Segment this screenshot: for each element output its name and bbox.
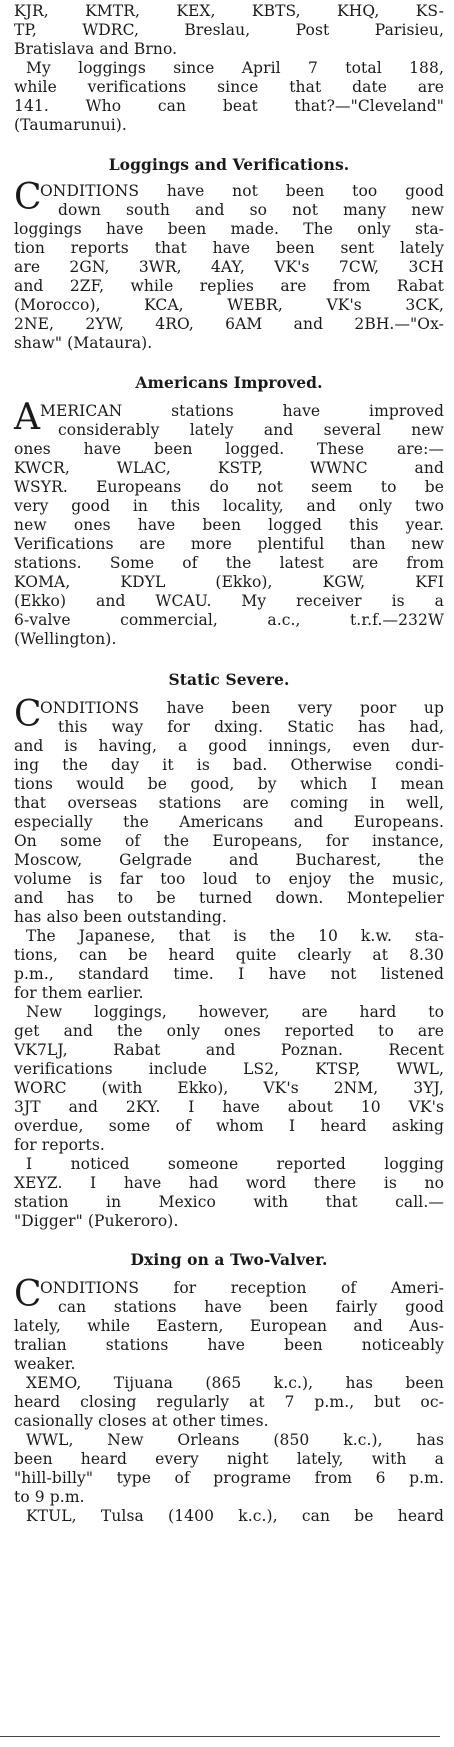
text-line: WORC (with Ekko), VK's 2NM, 3YJ,: [14, 1079, 444, 1097]
text-line: been heard every night lately, with a: [14, 1450, 444, 1468]
section-heading: Americans Improved.: [135, 373, 323, 392]
text-line: considerably lately and several new: [58, 421, 444, 439]
text-line: XEMO, Tijuana (865 k.c.), has been: [26, 1374, 444, 1392]
text-line: to 9 p.m.: [14, 1488, 85, 1506]
drop-cap: C: [14, 1274, 42, 1315]
text-line: My loggings since April 7 total 188,: [26, 59, 444, 77]
text-line: while verifications since that date are: [14, 78, 444, 96]
text-line: overdue, some of whom I heard asking: [14, 1117, 444, 1135]
text-line: new ones have been logged this year.: [14, 516, 444, 534]
text-line: tion reports that have been sent lately: [14, 239, 444, 257]
text-line: XEYZ. I have had word there is no: [14, 1174, 444, 1192]
text-line: KTUL, Tulsa (1400 k.c.), can be heard: [26, 1507, 444, 1525]
text-line: down south and so not many new: [58, 201, 444, 219]
text-line: and is having, a good innings, even dur-: [14, 737, 444, 755]
text-line: station in Mexico with that call.—: [14, 1193, 444, 1211]
text-line: On some of the Europeans, for instance,: [14, 832, 444, 850]
text-line: (Taumarunui).: [14, 116, 127, 134]
text-line: very good in this locality, and only two: [14, 497, 444, 515]
text-line: weaker.: [14, 1355, 76, 1373]
text-line: tions would be good, by which I mean: [14, 775, 444, 793]
section-heading: Static Severe.: [168, 670, 290, 689]
text-line: heard closing regularly at 7 p.m., but oc-: [14, 1393, 444, 1411]
text-line: 141. Who can beat that?—"Cleveland": [14, 97, 444, 115]
text-line: (Morocco), KCA, WEBR, VK's 3CK,: [14, 296, 444, 314]
text-line: KJR, KMTR, KEX, KBTS, KHQ, KS-: [14, 2, 444, 20]
text-line: 3JT and 2KY. I have about 10 VK's: [14, 1098, 444, 1116]
text-line: ing the day it is bad. Otherwise condi-: [14, 756, 444, 774]
drop-cap: A: [14, 397, 40, 438]
text-line: WWL, New Orleans (850 k.c.), has: [26, 1431, 444, 1449]
text-line: for them earlier.: [14, 984, 144, 1002]
text-line: 6-valve commercial, a.c., t.r.f.—232W: [14, 611, 444, 629]
text-line: WSYR. Europeans do not seem to be: [14, 478, 444, 496]
text-line: can stations have been fairly good: [58, 1298, 444, 1316]
text-line: TP, WDRC, Breslau, Post Parisieu,: [14, 21, 444, 39]
text-line: (Ekko) and WCAU. My receiver is a: [14, 592, 444, 610]
text-line: this way for dxing. Static has had,: [58, 718, 444, 736]
text-line: that overseas stations are coming in well,: [14, 794, 444, 812]
column-bottom-rule: [0, 1736, 440, 1737]
text-line: verifications include LS2, KTSP, WWL,: [14, 1060, 444, 1078]
text-line: The Japanese, that is the 10 k.w. sta-: [26, 927, 444, 945]
text-line: loggings have been made. The only sta-: [14, 220, 444, 238]
text-line: Bratislava and Brno.: [14, 40, 178, 58]
text-line: 2NE, 2YW, 4RO, 6AM and 2BH.—"Ox-: [14, 315, 444, 333]
text-line: MERICAN stations have improved: [40, 402, 444, 420]
text-line: are 2GN, 3WR, 4AY, VK's 7CW, 3CH: [14, 258, 444, 276]
text-line: VK7LJ, Rabat and Poznan. Recent: [14, 1041, 444, 1059]
text-line: casionally closes at other times.: [14, 1412, 269, 1430]
text-line: get and the only ones reported to are: [14, 1022, 444, 1040]
text-line: tions, can be heard quite clearly at 8.30: [14, 946, 444, 964]
text-line: "Digger" (Pukeroro).: [14, 1212, 179, 1230]
text-line: Verifications are more plentiful than new: [14, 535, 444, 553]
text-line: Moscow, Gelgrade and Bucharest, the: [14, 851, 444, 869]
text-line: especially the Americans and Europeans.: [14, 813, 444, 831]
text-line: for reports.: [14, 1136, 105, 1154]
text-line: New loggings, however, are hard to: [26, 1003, 444, 1021]
text-line: ONDITIONS for reception of Ameri-: [40, 1279, 444, 1297]
text-line: volume is far too loud to enjoy the music,: [14, 870, 444, 888]
text-line: ONDITIONS have not been too good: [40, 182, 444, 200]
text-line: p.m., standard time. I have not listened: [14, 965, 444, 983]
section-heading: Loggings and Verifications.: [108, 155, 350, 174]
text-line: ONDITIONS have been very poor up: [40, 699, 444, 717]
section-heading: Dxing on a Two-Valver.: [130, 1250, 328, 1269]
text-line: KWCR, WLAC, KSTP, WWNC and: [14, 459, 444, 477]
text-line: has also been outstanding.: [14, 908, 227, 926]
text-line: shaw" (Mataura).: [14, 334, 153, 352]
text-line: tralian stations have been noticeably: [14, 1336, 444, 1354]
text-line: and has to be turned down. Montepelier: [14, 889, 444, 907]
drop-cap: C: [14, 694, 42, 735]
text-line: lately, while Eastern, European and Aus-: [14, 1317, 444, 1335]
text-line: (Wellington).: [14, 630, 117, 648]
text-line: I noticed someone reported logging: [26, 1155, 444, 1173]
drop-cap: C: [14, 177, 42, 218]
text-line: and 2ZF, while replies are from Rabat: [14, 277, 444, 295]
text-line: "hill-billy" type of programe from 6 p.m.: [14, 1469, 444, 1487]
text-line: ones have been logged. These are:—: [14, 440, 444, 458]
text-line: stations. Some of the latest are from: [14, 554, 444, 572]
text-line: KOMA, KDYL (Ekko), KGW, KFI: [14, 573, 444, 591]
